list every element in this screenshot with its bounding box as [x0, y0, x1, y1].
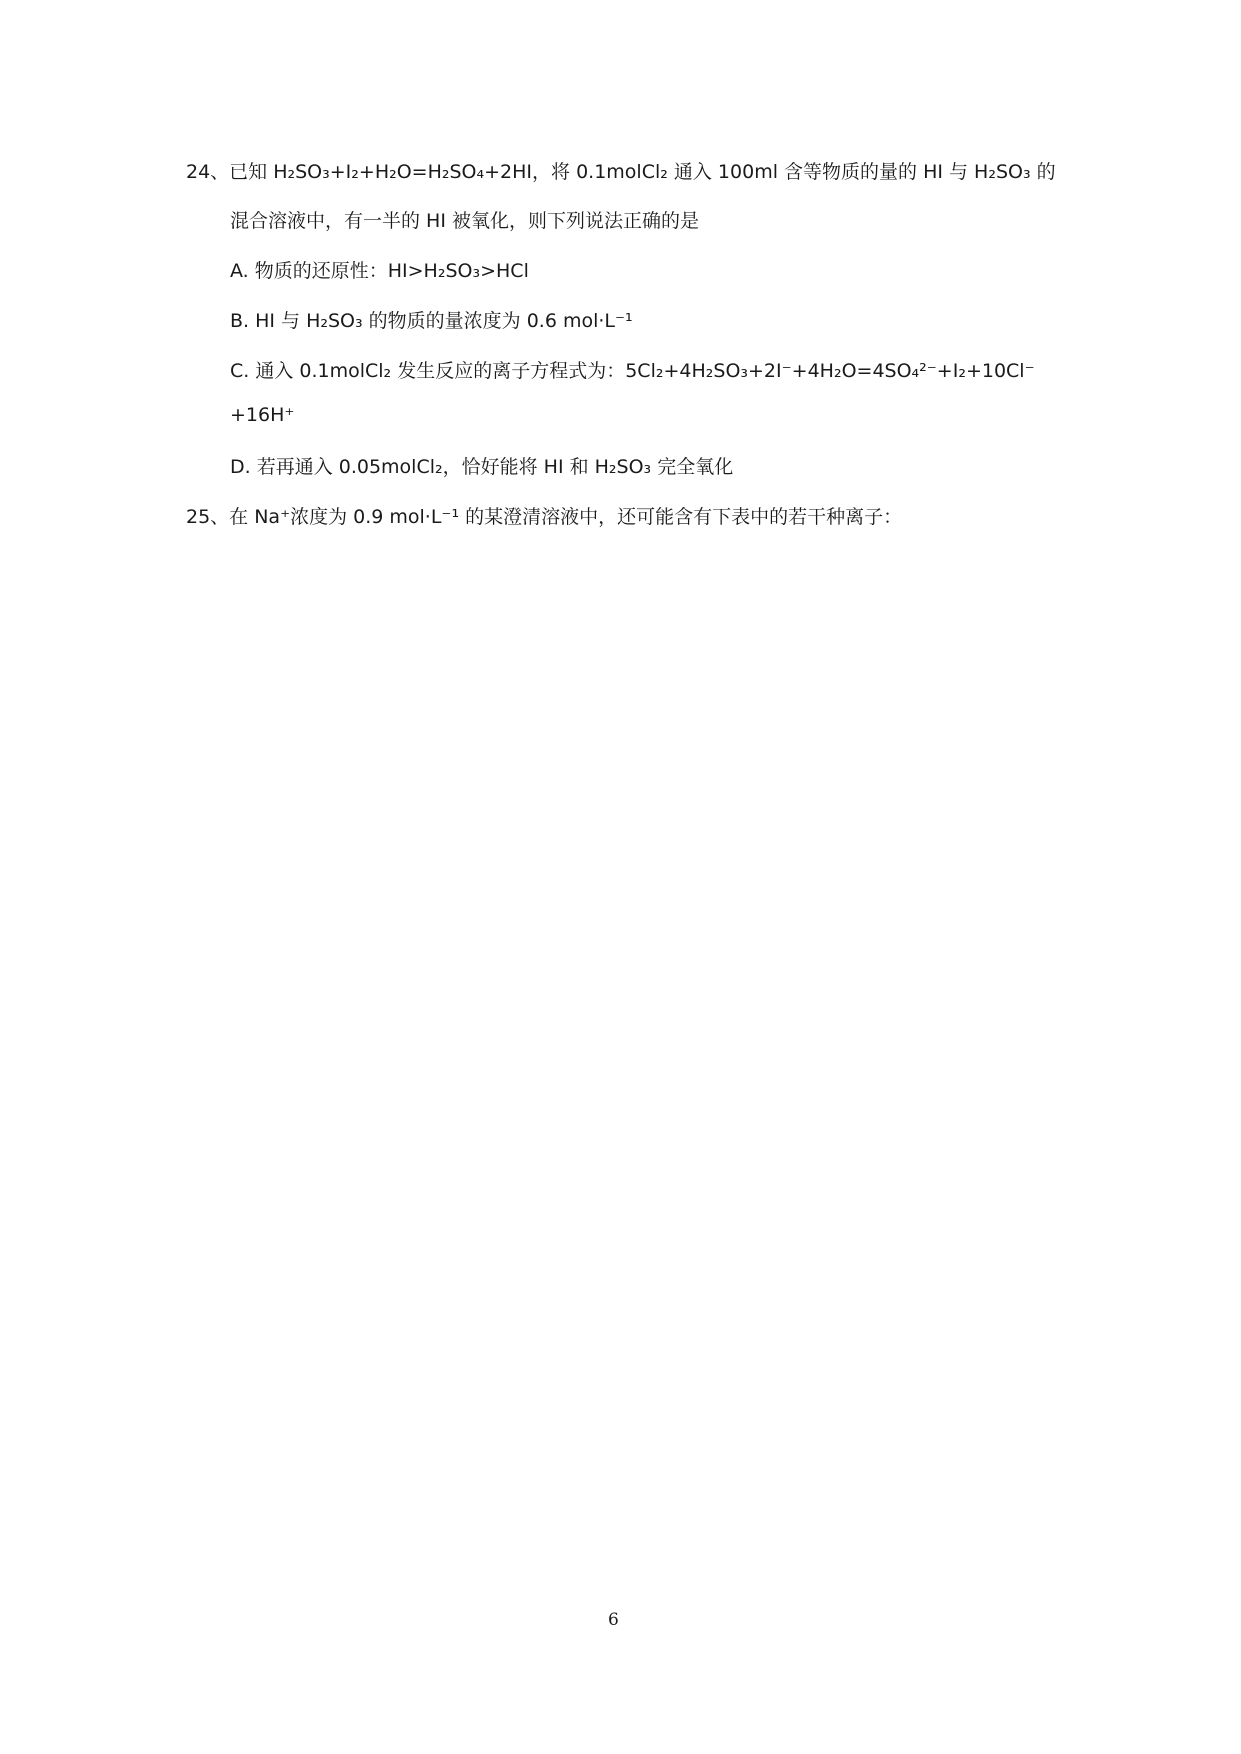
q24-stem-line2: 混合溶液中，有一半的 HI 被氧化，则下列说法正确的是 — [230, 210, 699, 232]
q24-stem-line1: 24、已知 H₂SO₃+I₂+H₂O=H₂SO₄+2HI，将 0.1molCl₂ 通入 100ml 含等物质的量的 HI 与 H₂SO₃ 的 — [186, 161, 1056, 183]
q24-option-c-continued: +16H⁺ — [230, 404, 295, 426]
q25-stem: 25、在 Na⁺浓度为 0.9 mol·L⁻¹ 的某澄清溶液中，还可能含有下表中的若干种离子： — [186, 506, 903, 528]
page-number: 6 — [608, 1610, 619, 1630]
q24-option-c: C. 通入 0.1molCl₂ 发生反应的离子方程式为：5Cl₂+4H₂SO₃+2I⁻+4H₂O=4SO₄²⁻+I₂+10Cl⁻ — [230, 360, 1035, 382]
q24-option-b: B. HI 与 H₂SO₃ 的物质的量浓度为 0.6 mol·L⁻¹ — [230, 310, 633, 332]
q24-option-a: A. 物质的还原性：HI>H₂SO₃>HCl — [230, 260, 529, 282]
q24-option-d: D. 若再通入 0.05molCl₂，恰好能将 HI 和 H₂SO₃ 完全氧化 — [230, 456, 734, 478]
